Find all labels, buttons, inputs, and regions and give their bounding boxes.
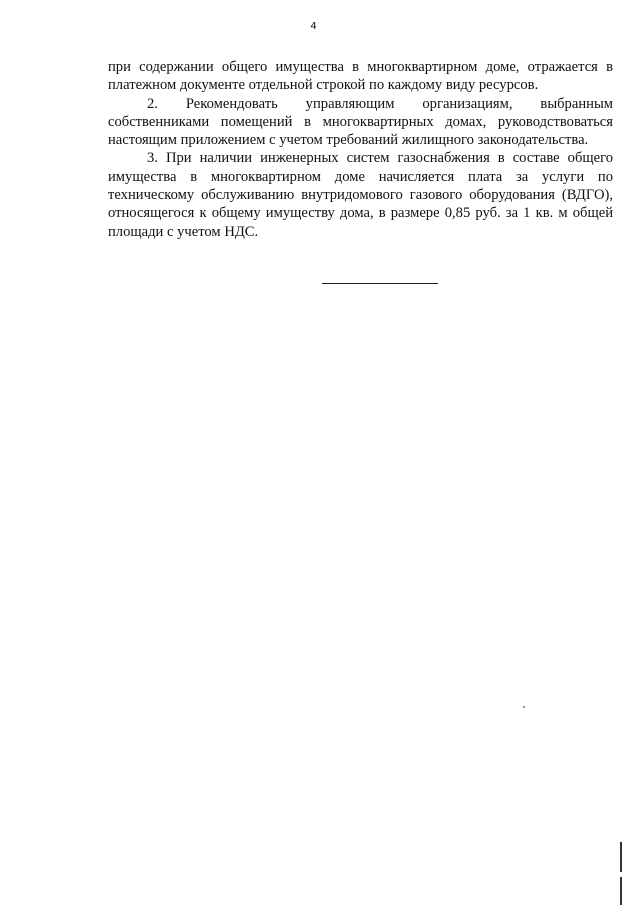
paragraph-item-2: 2. Рекомендовать управляющим организациям, выбранным собственниками помещений в многоквартирных домах, руководствоваться настоящим приложением с учетом требований жилищного законодательства. xyxy=(108,95,613,149)
scan-edge-mark xyxy=(620,842,622,872)
scan-speck xyxy=(523,706,525,708)
scan-edge-mark xyxy=(620,877,622,905)
document-body xyxy=(108,58,613,241)
paragraph-continuation: при содержании общего имущества в многоквартирном доме, отражается в платежном документе отдельной строкой по каждому виду ресурсов. xyxy=(108,59,613,94)
end-separator-line xyxy=(322,283,438,284)
paragraph-item-3: 3. При наличии инженерных систем газоснабжения в составе общего имущества в многоквартирном доме начисляется плата за услуги по техническому обслуживанию внутридомового газового оборудования (ВДГО), относящегося к общему имуществу дома, в размере 0,85 руб. за 1 кв. м общей площади с учетом НДС. xyxy=(108,150,613,240)
page-number: 4 xyxy=(310,21,317,32)
